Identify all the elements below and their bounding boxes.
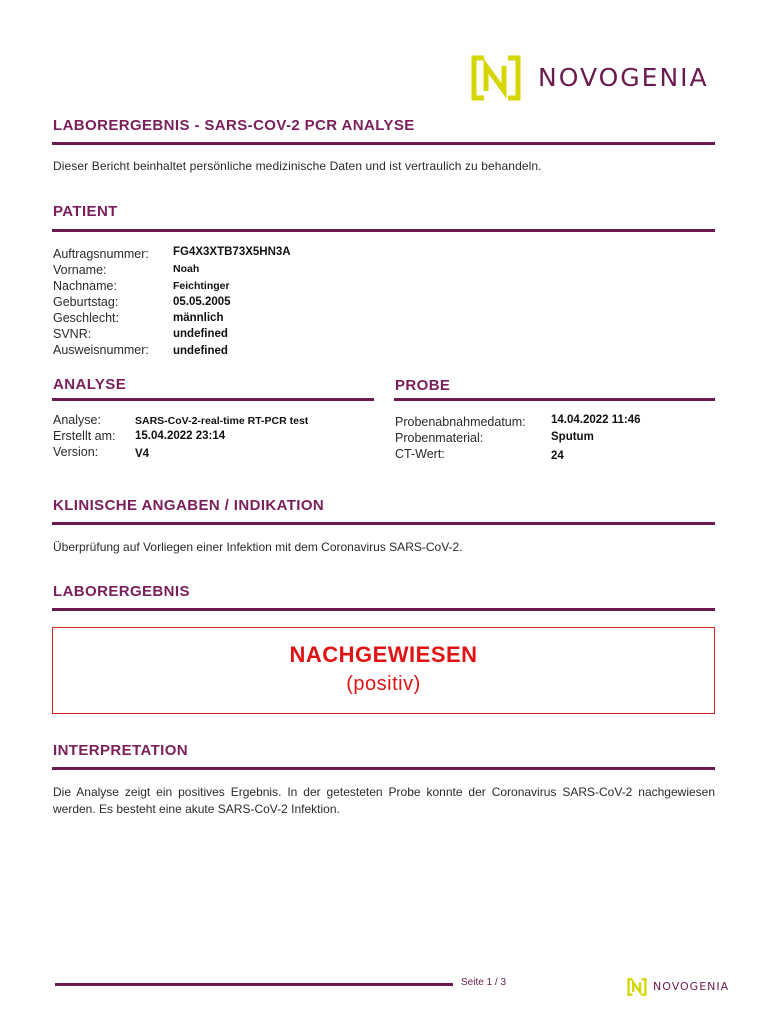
value-ct-wert: 24 bbox=[551, 450, 564, 462]
value-version: V4 bbox=[135, 448, 150, 460]
patient-labels bbox=[53, 246, 149, 358]
label-version: Version: bbox=[53, 445, 99, 459]
footer-logo bbox=[627, 978, 730, 998]
value-erstellt-am: 15.04.2022 23:14 bbox=[135, 430, 226, 442]
analyse-rule bbox=[52, 398, 374, 401]
logo-wordmark: NOVOGENIA bbox=[538, 63, 709, 92]
label-erstellt-am: Erstellt am: bbox=[53, 429, 116, 443]
label-vorname: Vorname: bbox=[53, 263, 107, 277]
value-geburtstag: 05.05.2005 bbox=[173, 296, 231, 308]
label-probenabnahmedatum: Probenabnahmedatum: bbox=[395, 415, 526, 429]
probe-labels bbox=[395, 414, 526, 462]
probe-section-title: PROBE bbox=[395, 377, 451, 394]
value-geschlecht: männlich bbox=[173, 312, 224, 324]
value-svnr: undefined bbox=[173, 328, 228, 340]
footer-rule bbox=[55, 983, 453, 986]
klinisch-rule bbox=[52, 522, 715, 525]
page-number: Seite 1 / 3 bbox=[461, 977, 507, 988]
label-ausweisnummer: Ausweisnummer: bbox=[53, 343, 149, 357]
interpretation-text: Die Analyse zeigt ein positives Ergebnis. In der getesteten Probe konnte der Coronavirus SARS-CoV-2 nachgewiesen werden. Es besteht eine akute SARS-CoV-2 Infektion. bbox=[53, 785, 715, 816]
label-geburtstag: Geburtstag: bbox=[53, 295, 119, 309]
n-bracket-logo-icon bbox=[627, 978, 647, 996]
label-nachname: Nachname: bbox=[53, 279, 117, 293]
patient-section-title: PATIENT bbox=[53, 203, 118, 220]
value-vorname: Noah bbox=[173, 263, 200, 275]
value-probenmaterial: Sputum bbox=[551, 431, 594, 443]
novogenia-logo bbox=[470, 55, 720, 103]
analyse-section-title: ANALYSE bbox=[53, 376, 127, 393]
probe-rule bbox=[394, 398, 715, 401]
analyse-labels bbox=[53, 412, 116, 460]
interpretation-section-title: INTERPRETATION bbox=[53, 742, 189, 759]
label-ct-wert: CT-Wert: bbox=[395, 447, 445, 461]
result-status: NACHGEWIESEN bbox=[289, 642, 478, 667]
value-probenabnahmedatum: 14.04.2022 11:46 bbox=[551, 414, 641, 426]
value-analyse: SARS-CoV-2-real-time RT-PCR test bbox=[135, 415, 309, 427]
footer-wordmark: NOVOGENIA bbox=[653, 980, 730, 993]
label-auftragsnummer: Auftragsnummer: bbox=[53, 247, 149, 261]
label-svnr: SVNR: bbox=[53, 327, 92, 341]
confidentiality-note: Dieser Bericht beinhaltet persönliche medizinische Daten und ist vertraulich zu behandeln. bbox=[53, 159, 542, 173]
n-bracket-logo-icon bbox=[470, 55, 522, 101]
patient-rule bbox=[52, 229, 715, 232]
value-ausweisnummer: undefined bbox=[173, 345, 228, 357]
report-title: LABORERGEBNIS - SARS-COV-2 PCR ANALYSE bbox=[53, 117, 415, 134]
label-probenmaterial: Probenmaterial: bbox=[395, 431, 484, 445]
title-rule bbox=[52, 142, 715, 145]
value-auftragsnummer: FG4X3XTB73X5HN3A bbox=[173, 246, 291, 258]
label-geschlecht: Geschlecht: bbox=[53, 311, 120, 325]
result-substatus: (positiv) bbox=[346, 673, 421, 695]
laborergebnis-section-title: LABORERGEBNIS bbox=[53, 583, 190, 600]
klinisch-section-title: KLINISCHE ANGABEN / INDIKATION bbox=[53, 497, 325, 514]
label-analyse: Analyse: bbox=[53, 413, 101, 427]
interpretation-rule bbox=[52, 767, 715, 770]
laborergebnis-rule bbox=[52, 608, 715, 611]
result-box bbox=[52, 627, 715, 714]
klinisch-text: Überprüfung auf Vorliegen einer Infektion mit dem Coronavirus SARS-CoV-2. bbox=[53, 540, 463, 554]
value-nachname: Feichtinger bbox=[173, 280, 230, 292]
